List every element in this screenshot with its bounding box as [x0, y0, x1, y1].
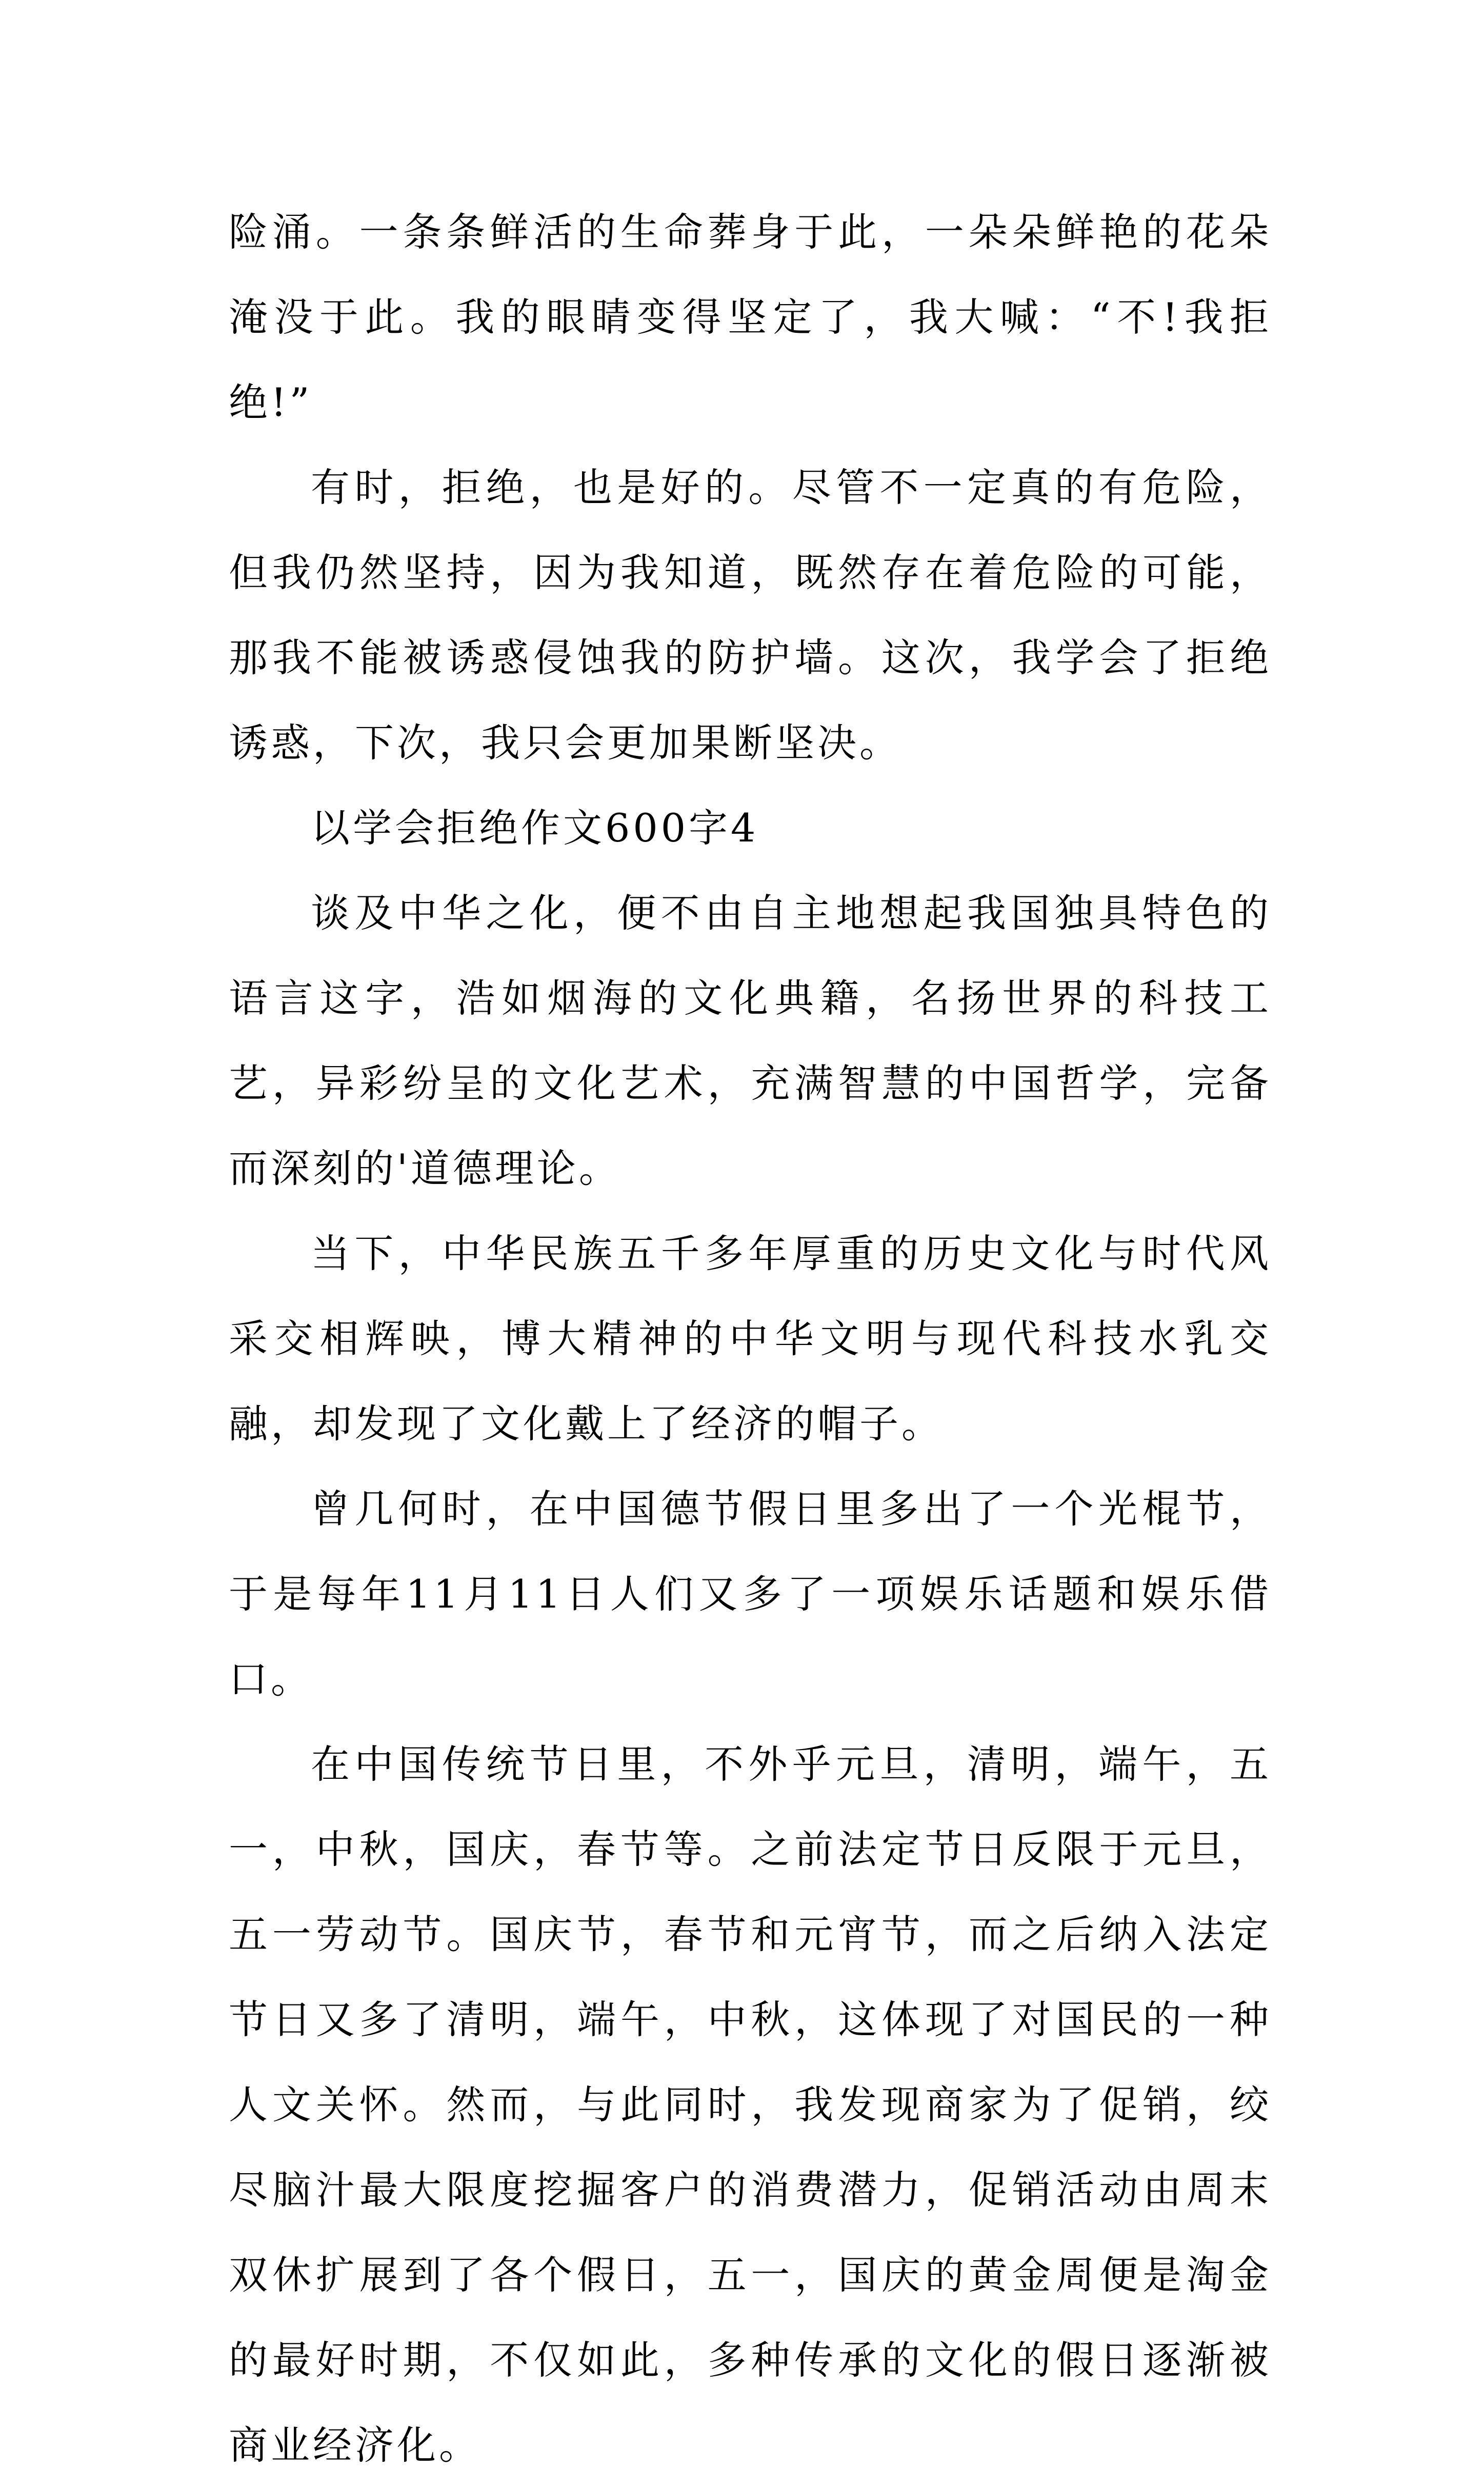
- paragraph-current-era: 当下，中华民族五千多年厚重的历史文化与时代风采交相辉映，博大精神的中华文明与现代科技水乳交融，却发现了文化戴上了经济的帽子。: [229, 1231, 1272, 1447]
- essay-heading: 以学会拒绝作文600字4: [311, 805, 759, 851]
- paragraph-refusal-reflection: 有时，拒绝，也是好的。尽管不一定真的有危险，但我仍然坚持，因为我知道，既然存在着危险的可能，那我不能被诱惑侵蚀我的防护墙。这次，我学会了拒绝诱惑，下次，我只会更加果断坚决。: [229, 465, 1272, 766]
- paragraph-continuation: 险涌。一条条鲜活的生命葬身于此，一朵朵鲜艳的花朵淹没于此。我的眼睛变得坚定了，我大喊：“不!我拒绝!”: [229, 209, 1272, 425]
- document-body: [229, 190, 1272, 2488]
- paragraph-traditional-holidays: 在中国传统节日里，不外乎元旦，清明，端午，五一，中秋，国庆，春节等。之前法定节日反限于元旦，五一劳动节。国庆节，春节和元宵节，而之后纳入法定节日又多了清明，端午，中秋，这体现了对国民的一种人文关怀。然而，与此同时，我发现商家为了促销，绞尽脑汁最大限度挖掘客户的消费潜力，促销活动由周末双休扩展到了各个假日，五一，国庆的黄金周便是淘金的最好时期，不仅如此，多种传承的文化的假日逐渐被商业经济化。: [229, 1741, 1272, 2468]
- paragraph-chinese-culture: 谈及中华之化，便不由自主地想起我国独具特色的语言这字，浩如烟海的文化典籍，名扬世界的科技工艺，异彩纷呈的文化艺术，充满智慧的中国哲学，完备而深刻的'道德理论。: [229, 890, 1272, 1191]
- paragraph-singles-day: 曾几何时，在中国德节假日里多出了一个光棍节，于是每年11月11日人们又多了一项娱乐话题和娱乐借口。: [229, 1486, 1272, 1702]
